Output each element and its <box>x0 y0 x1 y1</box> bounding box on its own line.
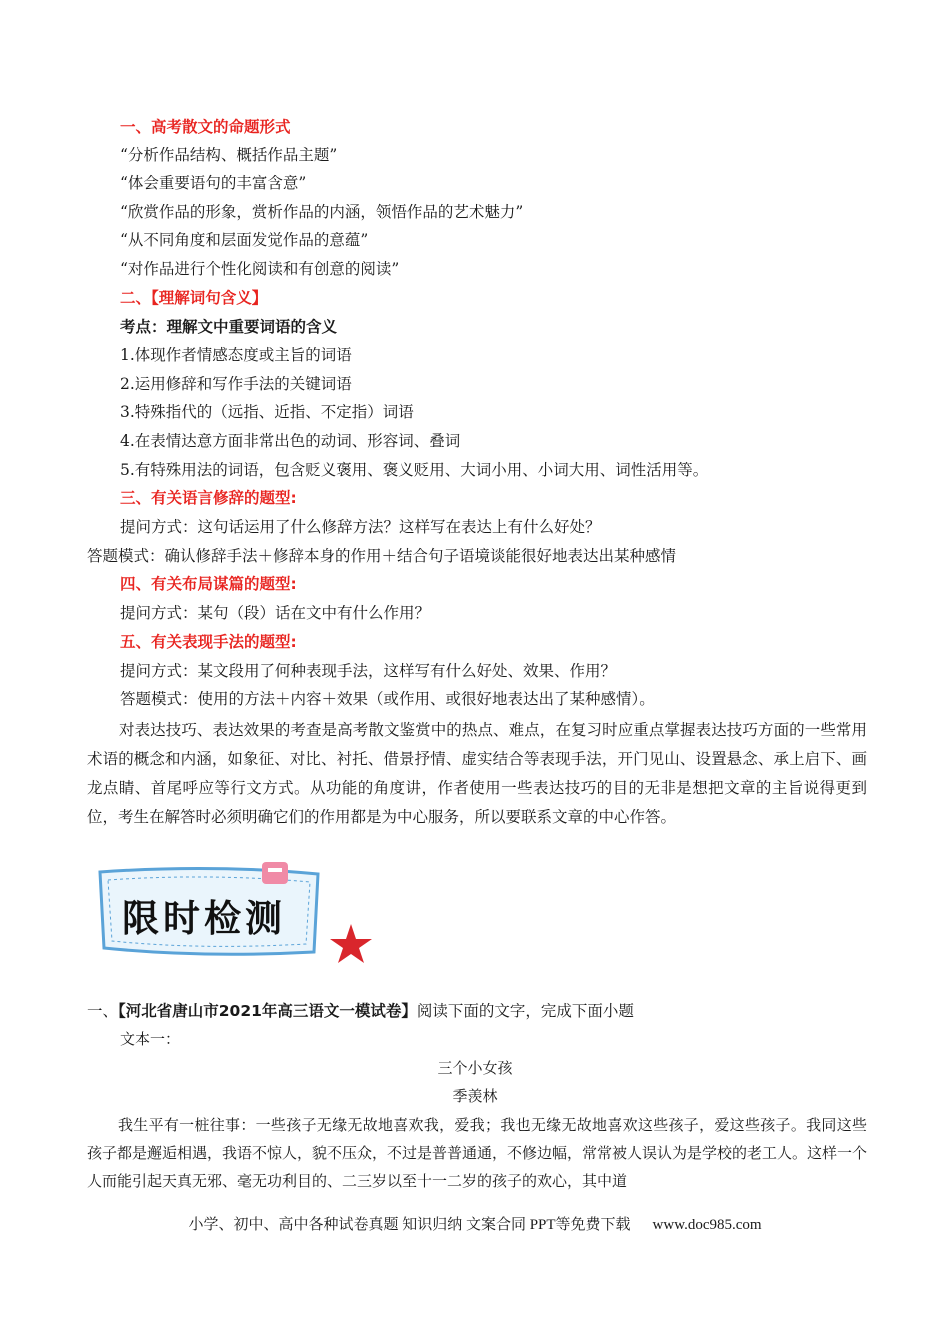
question1-instruction: 阅读下面的文字，完成下面小题 <box>416 1002 634 1020</box>
section1-item: “欣赏作品的形象，赏析作品的内涵，领悟作品的艺术魅力” <box>120 203 524 221</box>
section5-title: 五、有关表现手法的题型: <box>120 633 297 651</box>
section1-item: “分析作品结构、概括作品主题” <box>120 146 338 164</box>
story-text: 我生平有一桩往事：一些孩子无缘无故地喜欢我，爱我；我也无缘无故地喜欢这些孩子，爱这些孩子。我同这些孩子都是邂逅相遇，我语不惊人，貌不压众，不过是普普通通，不修边幅，常常被人误认为是学校的老工人。这样一个人而能引起天真无邪、毫无功利目的、二三岁以至十一二岁的孩子的欢心，其中道 <box>87 1116 868 1190</box>
section2-item: 2.运用修辞和写作手法的关键词语 <box>120 375 352 393</box>
section4-question: 提问方式：某句（段）话在文中有什么作用？ <box>120 604 431 622</box>
section1-item: “从不同角度和层面发觉作品的意蕴” <box>120 231 369 249</box>
footer-text: 小学、初中、高中各种试卷真题 知识归纳 文案合同 PPT等免费下载 <box>188 1217 631 1233</box>
section2-item: 1.体现作者情感态度或主旨的词语 <box>120 346 352 364</box>
section3-answer: 答题模式：确认修辞手法＋修辞本身的作用＋结合句子语境谈能很好地表达出某种感情 <box>87 547 677 565</box>
section1-item: “对作品进行个性化阅读和有创意的阅读” <box>120 260 400 278</box>
question1-prefix: 一、 <box>87 1002 119 1020</box>
section5-answer: 答题模式：使用的方法＋内容＋效果（或作用、或很好地表达出了某种感情）。 <box>120 690 655 708</box>
question1-source: 【河北省唐山市2021年高三语文一模试卷】 <box>118 1002 417 1020</box>
time-limit-badge <box>92 860 382 970</box>
section2-title: 二、【理解词句含义】 <box>120 289 268 307</box>
question1-header <box>87 1000 634 1022</box>
text-label: 文本一： <box>120 1030 181 1048</box>
section4-title: 四、有关布局谋篇的题型: <box>120 575 297 593</box>
section1-item: “体会重要语句的丰富含意” <box>120 174 307 192</box>
story-title: 三个小女孩 <box>437 1059 513 1077</box>
section2-item: 5.有特殊用法的词语，包含贬义褒用、褒义贬用、大词小用、小词大用、词性活用等。 <box>120 461 709 479</box>
section2-subtitle: 考点：理解文中重要词语的含义 <box>120 318 338 336</box>
section1-title: 一、高考散文的命题形式 <box>120 118 291 136</box>
story-author: 季羡林 <box>452 1087 498 1105</box>
footer-url[interactable]: www.doc985.com <box>652 1217 762 1233</box>
section2-item: 4.在表情达意方面非常出色的动词、形容词、叠词 <box>120 432 461 450</box>
binder-clip-hole <box>268 868 282 872</box>
section2-item: 3.特殊指代的（远指、近指、不定指）词语 <box>120 403 414 421</box>
section3-title: 三、有关语言修辞的题型: <box>120 489 297 507</box>
page-footer <box>0 1213 950 1234</box>
section5-paragraph: 对表达技巧、表达效果的考查是高考散文鉴赏中的热点、难点，在复习时应重点掌握表达技巧方面的一些常用术语的概念和内涵，如象征、对比、衬托、借景抒情、虚实结合等表现手法，开门见山、设置悬念、承上启下、画龙点睛、首尾呼应等行文方式。从功能的角度讲，作者使用一些表达技巧的目的无非是想把文章的主旨说得更到位，考生在解答时必须明确它们的作用都是为中心服务，所以要联系文章的中心作答。 <box>87 721 867 826</box>
binder-clip-icon <box>262 862 288 884</box>
red-star-icon <box>330 924 372 963</box>
badge-label: 限时检测 <box>122 897 286 940</box>
section3-question: 提问方式：这句话运用了什么修辞方法？这样写在表达上有什么好处？ <box>120 518 601 536</box>
section5-question: 提问方式：某文段用了何种表现手法，这样写有什么好处、效果、作用？ <box>120 662 617 680</box>
